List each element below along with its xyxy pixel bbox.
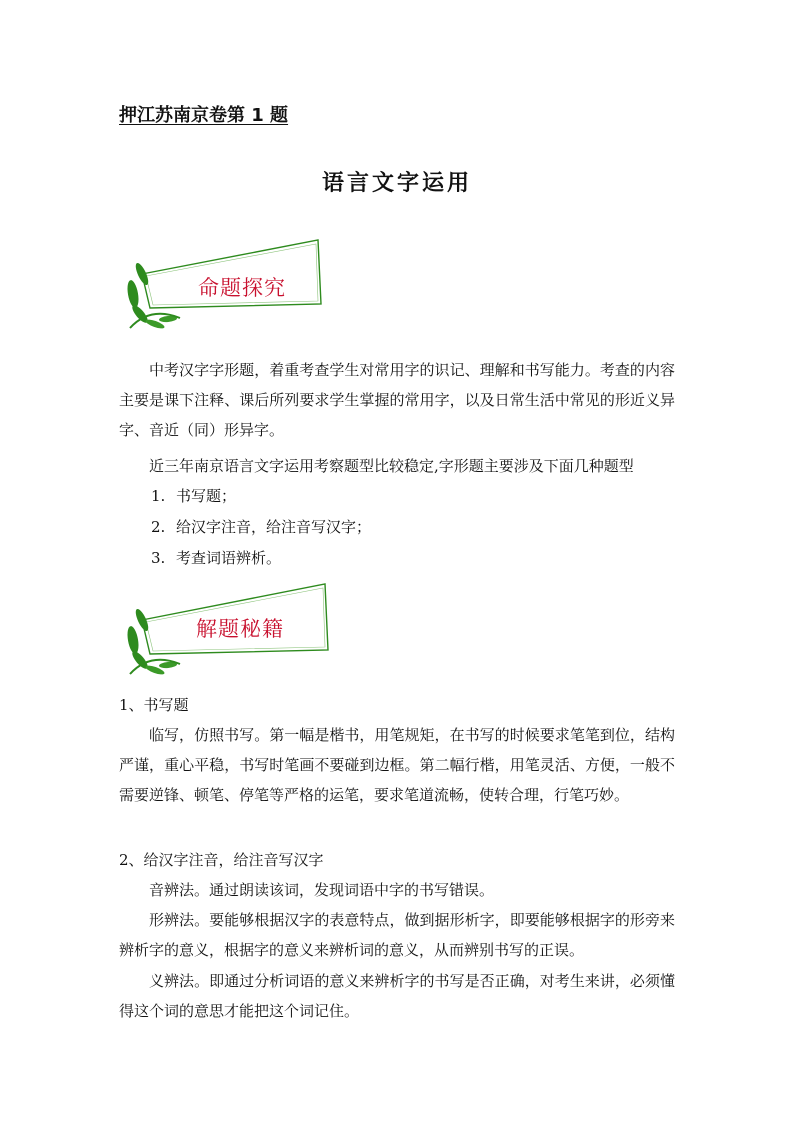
- list-text: 考查词语辨析。: [176, 549, 282, 567]
- list-text: 给汉字注音，给注音写汉字；: [176, 518, 372, 536]
- exam-label: 押江苏南京卷第 1 题: [119, 105, 289, 126]
- page-title: 语言文字运用: [321, 170, 472, 196]
- list-text: 书写题；: [176, 487, 237, 505]
- banner-jieti-label: 解题秘籍: [196, 617, 284, 641]
- list-number: 2.: [151, 518, 166, 536]
- section2-paragraph-2: 形辨法。要能够根据汉字的表意特点，做到据形析字，即要能够根据字的形旁来辨析字的意义，根据字的意义来辨析词的意义，从而辨别书写的正误。: [119, 911, 675, 959]
- section1-paragraph: 临写，仿照书写。第一幅是楷书，用笔规矩，在书写的时候要求笔笔到位，结构严谨，重心平稳，书写时笔画不要碰到边框。第二幅行楷，用笔灵活、方便，一般不需要逆锋、顿笔、停笔等严格的运笔，要求笔道流畅，使转合理，行笔巧妙。: [119, 726, 675, 804]
- section-heading-2: 2、给汉字注音，给注音写汉字: [119, 851, 324, 869]
- banner-mingti: [120, 236, 335, 336]
- intro-paragraph-1: 中考汉字字形题，着重考查学生对常用字的识记、理解和书写能力。考查的内容主要是课下注释、课后所列要求学生掌握的常用字，以及日常生活中常见的形近义异字、音近（同）形异字。: [119, 361, 675, 439]
- list-item: [151, 481, 236, 511]
- banner-mingti-label: 命题探究: [198, 276, 286, 300]
- section-heading-1: 1、书写题: [119, 696, 189, 714]
- list-number: 1.: [151, 487, 166, 505]
- section2-paragraph-1: 音辨法。通过朗读该词，发现词语中字的书写错误。: [149, 881, 495, 899]
- list-item: [151, 512, 371, 542]
- list-number: 3.: [151, 549, 166, 567]
- intro-paragraph-2: 近三年南京语言文字运用考察题型比较稳定,字形题主要涉及下面几种题型: [149, 457, 634, 475]
- section2-paragraph-3: 义辨法。即通过分析词语的意义来辨析字的书写是否正确，对考生来讲，必须懂得这个词的意思才能把这个词记住。: [119, 972, 675, 1020]
- banner-jieti: [120, 582, 335, 682]
- list-item: [151, 543, 281, 573]
